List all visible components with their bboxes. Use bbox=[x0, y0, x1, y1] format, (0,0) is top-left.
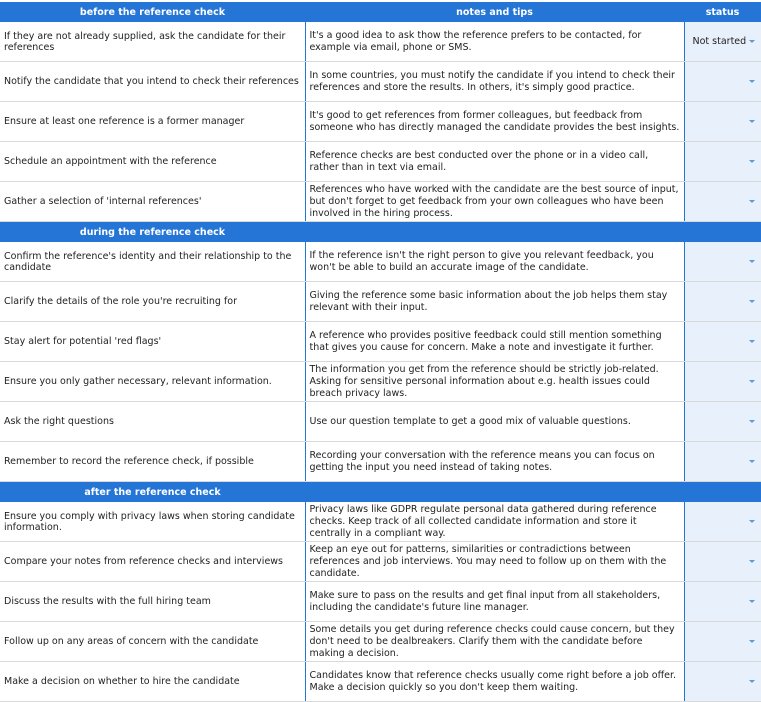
section-cell[interactable] bbox=[684, 482, 761, 503]
note-cell[interactable]: Candidates know that reference checks usually come right before a job offer. Make a decision quickly so you don't keep them waiting. bbox=[305, 662, 684, 702]
note-cell[interactable]: Make sure to pass on the results and get final input from all stakeholders, including the candidate's future line manager. bbox=[305, 582, 684, 622]
dropdown-arrow-icon[interactable] bbox=[749, 340, 755, 343]
note-cell[interactable]: The information you get from the reference should be strictly job-related. Asking for sensitive personal information about e.g. health issues could breach privacy laws. bbox=[305, 362, 684, 402]
table-row bbox=[0, 442, 761, 482]
note-cell[interactable]: It's a good idea to ask thow the reference prefers to be contacted, for example via email, phone or SMS. bbox=[305, 22, 684, 62]
section-header-row bbox=[0, 222, 761, 243]
header-notes[interactable]: notes and tips bbox=[305, 1, 684, 22]
status-dropdown[interactable] bbox=[684, 622, 761, 662]
task-cell[interactable]: Confirm the reference's identity and their relationship to the candidate bbox=[0, 242, 305, 282]
task-cell[interactable]: Ensure you only gather necessary, relevant information. bbox=[0, 362, 305, 402]
section-cell[interactable] bbox=[684, 222, 761, 243]
table-row bbox=[0, 542, 761, 582]
header-status[interactable]: status bbox=[684, 1, 761, 22]
task-cell[interactable]: Ensure at least one reference is a former manager bbox=[0, 102, 305, 142]
status-value bbox=[689, 196, 693, 207]
status-value bbox=[689, 456, 693, 467]
dropdown-arrow-icon[interactable] bbox=[749, 380, 755, 383]
task-cell[interactable]: Discuss the results with the full hiring team bbox=[0, 582, 305, 622]
note-cell[interactable]: A reference who provides positive feedback could still mention something that gives you cause for concern. Make a note and investigate it further. bbox=[305, 322, 684, 362]
status-dropdown[interactable] bbox=[684, 22, 761, 62]
note-cell[interactable]: Reference checks are best conducted over the phone or in a video call, rather than in text via email. bbox=[305, 142, 684, 182]
status-dropdown[interactable] bbox=[684, 142, 761, 182]
table-row bbox=[0, 502, 761, 542]
dropdown-arrow-icon[interactable] bbox=[749, 200, 755, 203]
dropdown-arrow-icon[interactable] bbox=[749, 120, 755, 123]
task-cell[interactable]: Clarify the details of the role you're recruiting for bbox=[0, 282, 305, 322]
section-title[interactable]: during the reference check bbox=[0, 222, 305, 243]
task-cell[interactable]: Follow up on any areas of concern with the candidate bbox=[0, 622, 305, 662]
table-row bbox=[0, 362, 761, 402]
table-row bbox=[0, 22, 761, 62]
table-row bbox=[0, 242, 761, 282]
note-cell[interactable]: Giving the reference some basic information about the job helps them stay relevant with their input. bbox=[305, 282, 684, 322]
table-row bbox=[0, 62, 761, 102]
task-cell[interactable]: Schedule an appointment with the reference bbox=[0, 142, 305, 182]
header-row bbox=[0, 1, 761, 22]
dropdown-arrow-icon[interactable] bbox=[749, 560, 755, 563]
dropdown-arrow-icon[interactable] bbox=[749, 40, 755, 43]
table-row bbox=[0, 182, 761, 222]
status-value bbox=[689, 676, 693, 687]
dropdown-arrow-icon[interactable] bbox=[749, 160, 755, 163]
table-row bbox=[0, 322, 761, 362]
status-dropdown[interactable] bbox=[684, 182, 761, 222]
note-cell[interactable]: If the reference isn't the right person to give you relevant feedback, you won't be able to build an accurate image of the candidate. bbox=[305, 242, 684, 282]
note-cell[interactable]: Use our question template to get a good mix of valuable questions. bbox=[305, 402, 684, 442]
dropdown-arrow-icon[interactable] bbox=[749, 600, 755, 603]
status-value bbox=[689, 376, 693, 387]
status-value bbox=[689, 596, 693, 607]
status-value: Not started bbox=[692, 36, 747, 47]
note-cell[interactable]: Privacy laws like GDPR regulate personal data gathered during reference checks. Keep track of all collected candidate information and store it centrally in a compliant way. bbox=[305, 502, 684, 542]
status-dropdown[interactable] bbox=[684, 362, 761, 402]
task-cell[interactable]: Remember to record the reference check, if possible bbox=[0, 442, 305, 482]
note-cell[interactable]: References who have worked with the candidate are the best source of input, but don't forget to get feedback from your own colleagues who have been involved in the hiring process. bbox=[305, 182, 684, 222]
table-row bbox=[0, 102, 761, 142]
status-value bbox=[689, 516, 693, 527]
status-dropdown[interactable] bbox=[684, 242, 761, 282]
status-value bbox=[689, 156, 693, 167]
section-title[interactable]: after the reference check bbox=[0, 482, 305, 503]
note-cell[interactable]: Some details you get during reference checks could cause concern, but they don't need to be dealbreakers. Clarify them with the candidate before making a decision. bbox=[305, 622, 684, 662]
note-cell[interactable]: It's good to get references from former colleagues, but feedback from someone who has directly managed the candidate provides the best insights. bbox=[305, 102, 684, 142]
status-value bbox=[689, 556, 693, 567]
status-dropdown[interactable] bbox=[684, 322, 761, 362]
dropdown-arrow-icon[interactable] bbox=[749, 80, 755, 83]
task-cell[interactable]: Make a decision on whether to hire the candidate bbox=[0, 662, 305, 702]
status-value bbox=[689, 636, 693, 647]
status-value bbox=[689, 116, 693, 127]
dropdown-arrow-icon[interactable] bbox=[749, 420, 755, 423]
task-cell[interactable]: Ask the right questions bbox=[0, 402, 305, 442]
note-cell[interactable]: Keep an eye out for patterns, similarities or contradictions between references and job interviews. You may need to follow up on them with the candidate. bbox=[305, 542, 684, 582]
status-dropdown[interactable] bbox=[684, 582, 761, 622]
section-header-row bbox=[0, 482, 761, 503]
dropdown-arrow-icon[interactable] bbox=[749, 300, 755, 303]
table-row bbox=[0, 282, 761, 322]
status-dropdown[interactable] bbox=[684, 402, 761, 442]
status-dropdown[interactable] bbox=[684, 442, 761, 482]
task-cell[interactable]: Stay alert for potential 'red flags' bbox=[0, 322, 305, 362]
status-dropdown[interactable] bbox=[684, 62, 761, 102]
status-dropdown[interactable] bbox=[684, 662, 761, 702]
status-dropdown[interactable] bbox=[684, 502, 761, 542]
table-row bbox=[0, 622, 761, 662]
table-row bbox=[0, 402, 761, 442]
status-dropdown[interactable] bbox=[684, 102, 761, 142]
status-value bbox=[689, 256, 693, 267]
note-cell[interactable]: In some countries, you must notify the candidate if you intend to check their references and store the results. In others, it's simply good practice. bbox=[305, 62, 684, 102]
header-task[interactable]: before the reference check bbox=[0, 1, 305, 22]
task-cell[interactable]: Gather a selection of 'internal references' bbox=[0, 182, 305, 222]
section-cell[interactable] bbox=[305, 222, 684, 243]
status-value bbox=[689, 416, 693, 427]
dropdown-arrow-icon[interactable] bbox=[749, 680, 755, 683]
dropdown-arrow-icon[interactable] bbox=[749, 520, 755, 523]
dropdown-arrow-icon[interactable] bbox=[749, 640, 755, 643]
note-cell[interactable]: Recording your conversation with the reference means you can focus on getting the input you need instead of taking notes. bbox=[305, 442, 684, 482]
status-value bbox=[689, 296, 693, 307]
table-row bbox=[0, 662, 761, 702]
status-value bbox=[689, 76, 693, 87]
section-cell[interactable] bbox=[305, 482, 684, 503]
task-cell[interactable]: Notify the candidate that you intend to check their references bbox=[0, 62, 305, 102]
dropdown-arrow-icon[interactable] bbox=[749, 460, 755, 463]
status-dropdown[interactable] bbox=[684, 542, 761, 582]
status-value bbox=[689, 336, 693, 347]
task-cell[interactable]: Ensure you comply with privacy laws when storing candidate information. bbox=[0, 502, 305, 542]
table-row bbox=[0, 582, 761, 622]
task-cell[interactable]: Compare your notes from reference checks and interviews bbox=[0, 542, 305, 582]
task-cell[interactable]: If they are not already supplied, ask the candidate for their references bbox=[0, 22, 305, 62]
status-dropdown[interactable] bbox=[684, 282, 761, 322]
dropdown-arrow-icon[interactable] bbox=[749, 260, 755, 263]
table-row bbox=[0, 142, 761, 182]
